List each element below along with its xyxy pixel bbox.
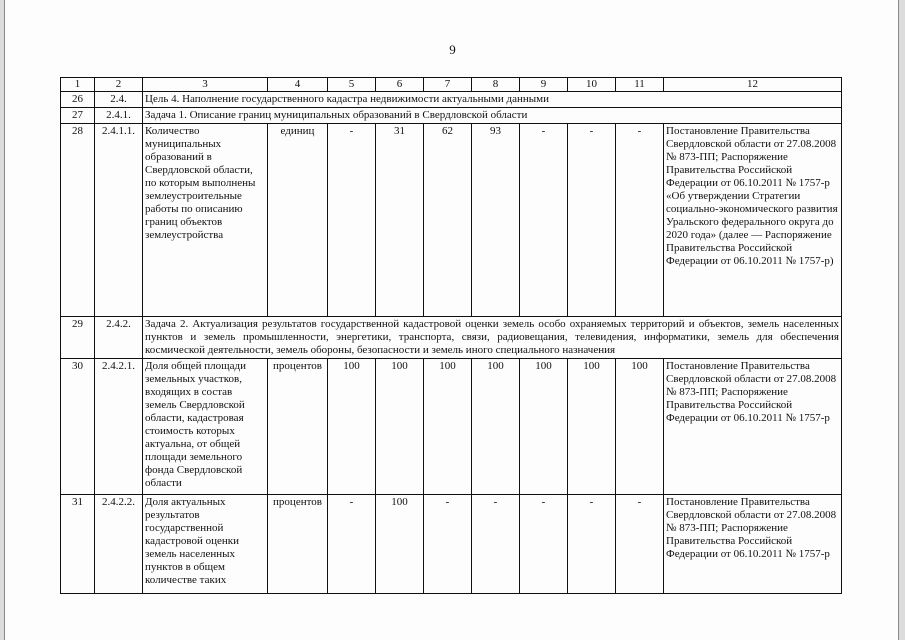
value-cell: -: [616, 495, 664, 594]
column-number: 11: [616, 78, 664, 92]
value-cell: -: [568, 495, 616, 594]
value-cell: -: [328, 124, 376, 317]
indicator-name: Доля общей площади земельных участков, входящих в состав земель Свердловской области, кадастровая стоимость которых актуальна, от общей площади земельного фонда Свердловской области: [143, 359, 268, 495]
column-number: 2: [95, 78, 143, 92]
indicators-table: [60, 77, 842, 594]
value-cell: 100: [424, 359, 472, 495]
value-cell: -: [616, 124, 664, 317]
row-code: 2.4.: [95, 92, 143, 108]
column-number: 7: [424, 78, 472, 92]
value-cell: 100: [568, 359, 616, 495]
row-code: 2.4.1.1.: [95, 124, 143, 317]
column-number: 1: [61, 78, 95, 92]
column-number: 8: [472, 78, 520, 92]
value-cell: -: [520, 124, 568, 317]
value-cell: 62: [424, 124, 472, 317]
task-heading: Задача 1. Описание границ муниципальных образований в Свердловской области: [143, 108, 842, 124]
row-number: 26: [61, 92, 95, 108]
table-row: [61, 108, 842, 124]
value-cell: 100: [616, 359, 664, 495]
row-code: 2.4.2.1.: [95, 359, 143, 495]
column-number: 3: [143, 78, 268, 92]
column-number: 5: [328, 78, 376, 92]
table-row: [61, 359, 842, 495]
row-number: 31: [61, 495, 95, 594]
value-cell: 100: [520, 359, 568, 495]
row-number: 29: [61, 317, 95, 359]
row-number: 30: [61, 359, 95, 495]
value-cell: 100: [472, 359, 520, 495]
goal-heading: Цель 4. Наполнение государственного кадастра недвижимости актуальными данными: [143, 92, 842, 108]
column-number: 12: [664, 78, 842, 92]
column-number-row: [61, 78, 842, 92]
indicator-name: Количество муниципальных образований в Свердловской области, по которым выполнены землеустроительные работы по описанию границ объектов землеустройства: [143, 124, 268, 317]
value-cell: -: [328, 495, 376, 594]
row-code: 2.4.1.: [95, 108, 143, 124]
value-cell: 93: [472, 124, 520, 317]
unit: единиц: [268, 124, 328, 317]
table-row: [61, 124, 842, 317]
page-number: 9: [449, 42, 456, 57]
value-cell: -: [520, 495, 568, 594]
value-cell: 100: [328, 359, 376, 495]
table-row: [61, 92, 842, 108]
row-number: 28: [61, 124, 95, 317]
unit: процентов: [268, 495, 328, 594]
table-row: [61, 495, 842, 594]
row-code: 2.4.2.2.: [95, 495, 143, 594]
unit: процентов: [268, 359, 328, 495]
column-number: 10: [568, 78, 616, 92]
value-cell: -: [424, 495, 472, 594]
value-cell: 100: [376, 359, 424, 495]
value-cell: 100: [376, 495, 424, 594]
row-code: 2.4.2.: [95, 317, 143, 359]
task-heading: Задача 2. Актуализация результатов государственной кадастровой оценки земель особо охраняемых территорий и объектов, земель населенных пунктов и земель промышленности, энергетики, транспорта, связи, радиовещания, телевидения, информатики, земель для обеспечения космической деятельности, земель обороны, безопасности и земель иного специального назначения: [143, 317, 842, 359]
value-cell: -: [568, 124, 616, 317]
row-number: 27: [61, 108, 95, 124]
column-number: 9: [520, 78, 568, 92]
table-row: [61, 317, 842, 359]
value-cell: -: [472, 495, 520, 594]
source-document: Постановление Правительства Свердловской области от 27.08.2008 № 873-ПП; Распоряжение Правительства Российской Федерации от 06.10.2011 № 1757-р: [664, 359, 842, 495]
column-number: 6: [376, 78, 424, 92]
column-number: 4: [268, 78, 328, 92]
source-document: Постановление Правительства Свердловской области от 27.08.2008 № 873-ПП; Распоряжение Правительства Российской Федерации от 06.10.2011 № 1757-р: [664, 495, 842, 594]
value-cell: 31: [376, 124, 424, 317]
indicator-name: Доля актуальных результатов государственной кадастровой оценки земель населенных пунктов в общем количестве таких: [143, 495, 268, 594]
source-document: Постановление Правительства Свердловской области от 27.08.2008 № 873-ПП; Распоряжение Правительства Российской Федерации от 06.10.2011 № 1757-р «Об утверждении Стратегии социально-экономического развития Уральского федерального округа до 2020 года» (далее — Распоряжение Правительства Российской Федерации от 06.10.2011 № 1757-р): [664, 124, 842, 317]
